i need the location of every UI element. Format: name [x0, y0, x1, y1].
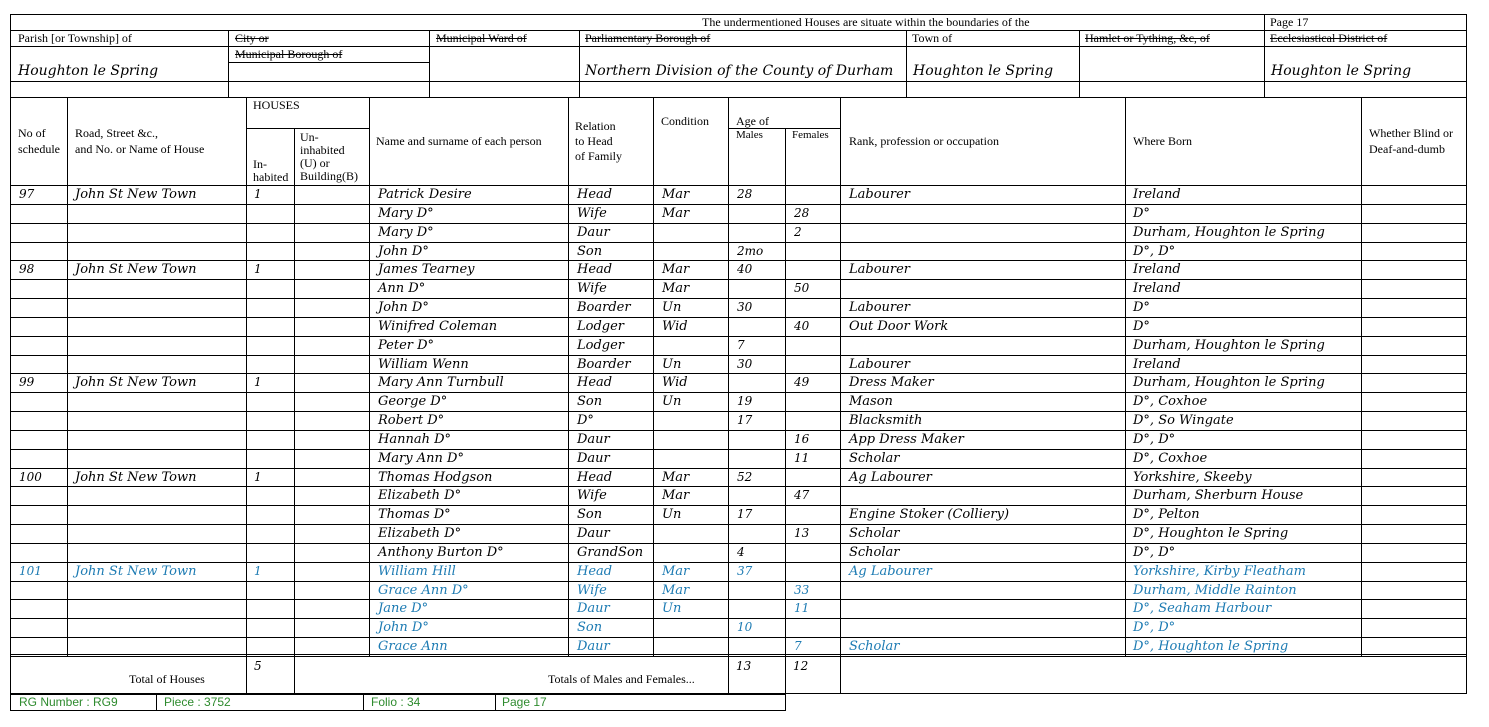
cell-occupation: Labourer — [849, 356, 911, 372]
table-row — [0, 260, 1467, 279]
cell-name: John D° — [378, 300, 429, 316]
col-uninhabited-3: (U) or — [300, 156, 330, 170]
cell-females: 47 — [794, 488, 810, 503]
col-inhabited-2: habited — [253, 170, 289, 184]
cell-males: 17 — [737, 507, 753, 522]
cell-name: Hannah D° — [378, 431, 452, 447]
total-houses-label: Total of Houses — [129, 672, 205, 686]
cell-name: Thomas D° — [378, 507, 451, 523]
cell-name: Elizabeth D° — [378, 488, 462, 504]
cell-name: Winifred Coleman — [378, 318, 498, 334]
col-blind: Whether Blind or — [1369, 126, 1453, 140]
cell-name: Mary Ann Turnbull — [378, 375, 504, 391]
col-name: Name and surname of each person — [376, 134, 542, 148]
footer-rg: RG Number : RG9 — [19, 695, 118, 709]
cell-condition: Mar — [662, 582, 690, 598]
cell-name: Jane D° — [378, 601, 429, 617]
cell-born: Yorkshire, Skeeby — [1133, 469, 1252, 485]
cell-born: D° — [1133, 300, 1150, 316]
cell-born: D°, D° — [1133, 431, 1176, 447]
cell-occupation: Dress Maker — [849, 375, 934, 391]
table-row — [0, 298, 1467, 317]
cell-relation: Head — [577, 563, 613, 579]
col-females: Females — [792, 129, 829, 141]
cell-name: Peter D° — [378, 337, 435, 353]
cell-born: D° — [1133, 205, 1150, 221]
cell-occupation: Ag Labourer — [849, 469, 932, 485]
boundary-text: The undermentioned Houses are situate within the boundaries of the — [702, 15, 1030, 29]
cell-relation: Head — [577, 469, 613, 485]
cell-occupation: Scholar — [849, 526, 900, 542]
cell-condition: Mar — [662, 469, 690, 485]
cell-condition: Mar — [662, 563, 690, 579]
cell-name: Mary Ann D° — [378, 450, 464, 466]
cell-condition: Wid — [662, 318, 688, 334]
cell-females: 13 — [794, 526, 810, 541]
cell-occupation: Scholar — [849, 450, 900, 466]
cell-condition: Un — [662, 356, 682, 372]
cell-males: 30 — [737, 300, 753, 315]
cell-males: 2mo — [737, 243, 764, 258]
table-row — [0, 599, 1467, 618]
cell-occupation: App Dress Maker — [849, 431, 964, 447]
cell-condition: Mar — [662, 262, 690, 278]
col-relation-3: of Family — [575, 149, 622, 163]
cell-born: D°, Seaham Harbour — [1133, 601, 1272, 617]
cell-name: George D° — [378, 394, 448, 410]
cell-males: 17 — [737, 413, 753, 428]
col-born: Where Born — [1133, 134, 1192, 148]
table-row — [0, 524, 1467, 543]
cell-females: 33 — [794, 582, 810, 597]
cell-relation: Son — [577, 243, 603, 259]
footer-page: Page 17 — [502, 695, 547, 709]
cell-name: William Hill — [378, 563, 456, 579]
ecclesiastical-value: Houghton le Spring — [1271, 63, 1412, 79]
cell-born: D°, D° — [1133, 243, 1176, 259]
col-relation-2: to Head — [575, 134, 613, 148]
col-houses: HOUSES — [253, 98, 300, 112]
cell-born: Ireland — [1133, 262, 1181, 278]
cell-name: John D° — [378, 243, 429, 259]
col-uninhabited-2: inhabited — [300, 143, 345, 157]
cell-name: James Tearney — [378, 262, 475, 278]
cell-relation: Lodger — [577, 337, 625, 353]
town-value: Houghton le Spring — [913, 63, 1054, 79]
cell-inhabited: 1 — [254, 187, 262, 201]
cell-condition: Mar — [662, 205, 690, 221]
cell-name: Elizabeth D° — [378, 526, 462, 542]
cell-occupation: Labourer — [849, 300, 911, 316]
parliamentary-label: Parliamentary Borough of — [585, 31, 711, 45]
cell-name: Grace Ann D° — [378, 582, 469, 598]
cell-relation: Wife — [577, 582, 607, 598]
cell-relation: GrandSon — [577, 544, 644, 560]
cell-born: Durham, Middle Rainton — [1133, 582, 1297, 598]
cell-born: Durham, Houghton le Spring — [1133, 337, 1325, 353]
cell-inhabited: 1 — [254, 262, 262, 277]
cell-females: 49 — [794, 375, 810, 390]
table-row — [0, 317, 1467, 336]
parish-label: Parish [or Township] of — [18, 31, 132, 45]
cell-relation: Daur — [577, 526, 610, 542]
cell-schedule: 99 — [19, 375, 35, 390]
parish-value: Houghton le Spring — [18, 63, 159, 79]
cell-born: Durham, Sherburn House — [1133, 488, 1304, 504]
cell-occupation: Scholar — [849, 639, 900, 655]
cell-road: John St New Town — [75, 563, 197, 579]
table-row — [0, 430, 1467, 449]
table-row — [0, 204, 1467, 223]
cell-relation: Daur — [577, 224, 610, 240]
cell-relation: Head — [577, 375, 613, 391]
cell-females: 7 — [794, 639, 802, 654]
cell-condition: Un — [662, 394, 682, 410]
total-females: 12 — [793, 659, 809, 673]
col-road-2: and No. or Name of House — [75, 142, 205, 156]
cell-males: 19 — [737, 394, 753, 409]
cell-relation: Boarder — [577, 300, 631, 316]
cell-females: 40 — [794, 318, 810, 333]
ward-label: Municipal Ward of — [436, 31, 527, 45]
cell-occupation: Scholar — [849, 544, 900, 560]
table-row — [0, 449, 1467, 468]
cell-name: Robert D° — [378, 413, 445, 429]
cell-relation: Daur — [577, 450, 610, 466]
table-row — [0, 185, 1467, 204]
ecclesiastical-label: Ecclesiastical District of — [1270, 31, 1388, 45]
table-row — [0, 581, 1467, 600]
cell-born: Ireland — [1133, 187, 1181, 202]
cell-occupation: Out Door Work — [849, 318, 949, 334]
cell-relation: Son — [577, 394, 603, 410]
city-label: City or — [235, 31, 269, 45]
cell-inhabited: 1 — [254, 469, 262, 484]
cell-relation: Daur — [577, 601, 610, 617]
cell-relation: Lodger — [577, 318, 625, 334]
cell-inhabited: 1 — [254, 563, 262, 578]
cell-born: D°, Pelton — [1133, 507, 1200, 523]
table-row — [0, 468, 1467, 487]
cell-inhabited: 1 — [254, 375, 262, 390]
cell-born: D°, So Wingate — [1133, 413, 1234, 429]
cell-road: John St New Town — [75, 375, 197, 391]
table-row — [0, 373, 1467, 392]
col-schedule-2: schedule — [18, 142, 60, 156]
cell-females: 11 — [794, 601, 810, 616]
cell-name: Patrick Desire — [378, 187, 472, 202]
table-row — [0, 242, 1467, 261]
cell-name: Mary D° — [378, 224, 434, 240]
table-row — [0, 411, 1467, 430]
cell-males: 4 — [737, 544, 745, 559]
table-row — [0, 279, 1467, 298]
cell-born: Ireland — [1133, 356, 1181, 372]
cell-males: 7 — [737, 337, 745, 352]
col-condition: Condition — [661, 114, 710, 128]
footer-piece: Piece : 3752 — [164, 695, 231, 709]
cell-relation: Head — [577, 187, 613, 202]
cell-relation: Son — [577, 507, 603, 523]
cell-born: D°, D° — [1133, 620, 1176, 636]
cell-relation: Wife — [577, 488, 607, 504]
cell-relation: Daur — [577, 639, 610, 655]
col-males: Males — [736, 129, 763, 141]
table-row — [0, 223, 1467, 242]
col-relation: Relation — [575, 119, 616, 133]
cell-schedule: 101 — [19, 563, 42, 578]
col-schedule: No of — [18, 126, 46, 140]
page-label: Page 17 — [1270, 15, 1309, 29]
cell-relation: Son — [577, 620, 603, 636]
cell-relation: D° — [577, 413, 594, 429]
cell-road: John St New Town — [75, 187, 197, 202]
hamlet-label: Hamlet or Tything, &c, of — [1085, 31, 1210, 45]
cell-born: Durham, Houghton le Spring — [1133, 375, 1325, 391]
cell-relation: Wife — [577, 281, 607, 297]
cell-born: D°, Houghton le Spring — [1133, 639, 1289, 655]
cell-relation: Boarder — [577, 356, 631, 372]
cell-condition: Mar — [662, 488, 690, 504]
cell-males: 30 — [737, 356, 753, 371]
cell-schedule: 100 — [19, 469, 42, 484]
total-males: 13 — [736, 659, 752, 673]
cell-condition: Mar — [662, 281, 690, 297]
table-row — [0, 505, 1467, 524]
cell-females: 2 — [794, 224, 802, 239]
col-uninhabited-4: Building(B) — [300, 169, 359, 183]
cell-occupation: Ag Labourer — [849, 563, 932, 579]
cell-born: D° — [1133, 318, 1150, 334]
table-row — [0, 618, 1467, 637]
cell-name: William Wenn — [378, 356, 469, 372]
table-row — [0, 486, 1467, 505]
col-uninhabited: Un- — [300, 130, 319, 144]
table-row — [0, 355, 1467, 374]
table-row — [0, 562, 1467, 581]
col-age-of: Age of — [736, 114, 769, 128]
cell-males: 10 — [737, 620, 753, 635]
cell-condition: Un — [662, 507, 682, 523]
cell-condition: Mar — [662, 187, 690, 202]
cell-condition: Un — [662, 300, 682, 316]
col-blind-2: Deaf-and-dumb — [1369, 142, 1445, 156]
cell-name: Mary D° — [378, 205, 434, 221]
cell-born: D°, Coxhoe — [1133, 450, 1208, 466]
borough-label: Municipal Borough of — [235, 47, 343, 61]
table-row — [0, 336, 1467, 355]
cell-born: D°, D° — [1133, 544, 1176, 560]
cell-females: 11 — [794, 450, 810, 465]
cell-males: 52 — [737, 469, 753, 484]
cell-condition: Wid — [662, 375, 688, 391]
cell-born: D°, Houghton le Spring — [1133, 526, 1289, 542]
cell-occupation: Mason — [849, 394, 893, 410]
cell-males: 28 — [737, 187, 753, 201]
cell-occupation: Engine Stoker (Colliery) — [849, 507, 1010, 523]
cell-females: 16 — [794, 431, 810, 446]
cell-name: Anthony Burton D° — [378, 544, 504, 560]
cell-occupation: Blacksmith — [849, 413, 923, 429]
cell-born: D°, Coxhoe — [1133, 394, 1208, 410]
cell-schedule: 97 — [19, 187, 35, 201]
town-label: Town of — [912, 31, 953, 45]
cell-name: Grace Ann — [378, 639, 448, 655]
total-persons-label: Totals of Males and Females... — [548, 672, 695, 686]
cell-relation: Daur — [577, 431, 610, 447]
cell-born: Durham, Houghton le Spring — [1133, 224, 1325, 240]
col-road: Road, Street &c., — [75, 126, 158, 140]
table-row — [0, 543, 1467, 562]
cell-road: John St New Town — [75, 469, 197, 485]
parliamentary-value: Northern Division of the County of Durham — [585, 63, 894, 79]
cell-occupation: Labourer — [849, 262, 911, 278]
cell-occupation: Labourer — [849, 187, 911, 202]
cell-name: Ann D° — [378, 281, 426, 297]
cell-name: John D° — [378, 620, 429, 636]
total-houses-count: 5 — [254, 659, 262, 673]
cell-relation: Wife — [577, 205, 607, 221]
cell-females: 28 — [794, 205, 810, 220]
table-row — [0, 392, 1467, 411]
cell-born: Ireland — [1133, 281, 1181, 297]
cell-females: 50 — [794, 281, 810, 296]
cell-road: John St New Town — [75, 262, 197, 278]
cell-condition: Un — [662, 601, 682, 617]
col-inhabited: In- — [253, 157, 267, 171]
cell-males: 37 — [737, 563, 753, 578]
cell-schedule: 98 — [19, 262, 35, 277]
cell-born: Yorkshire, Kirby Fleatham — [1133, 563, 1306, 579]
cell-relation: Head — [577, 262, 613, 278]
col-occupation: Rank, profession or occupation — [849, 134, 999, 148]
footer-folio: Folio : 34 — [371, 695, 421, 709]
cell-males: 40 — [737, 262, 753, 277]
cell-name: Thomas Hodgson — [378, 469, 493, 485]
